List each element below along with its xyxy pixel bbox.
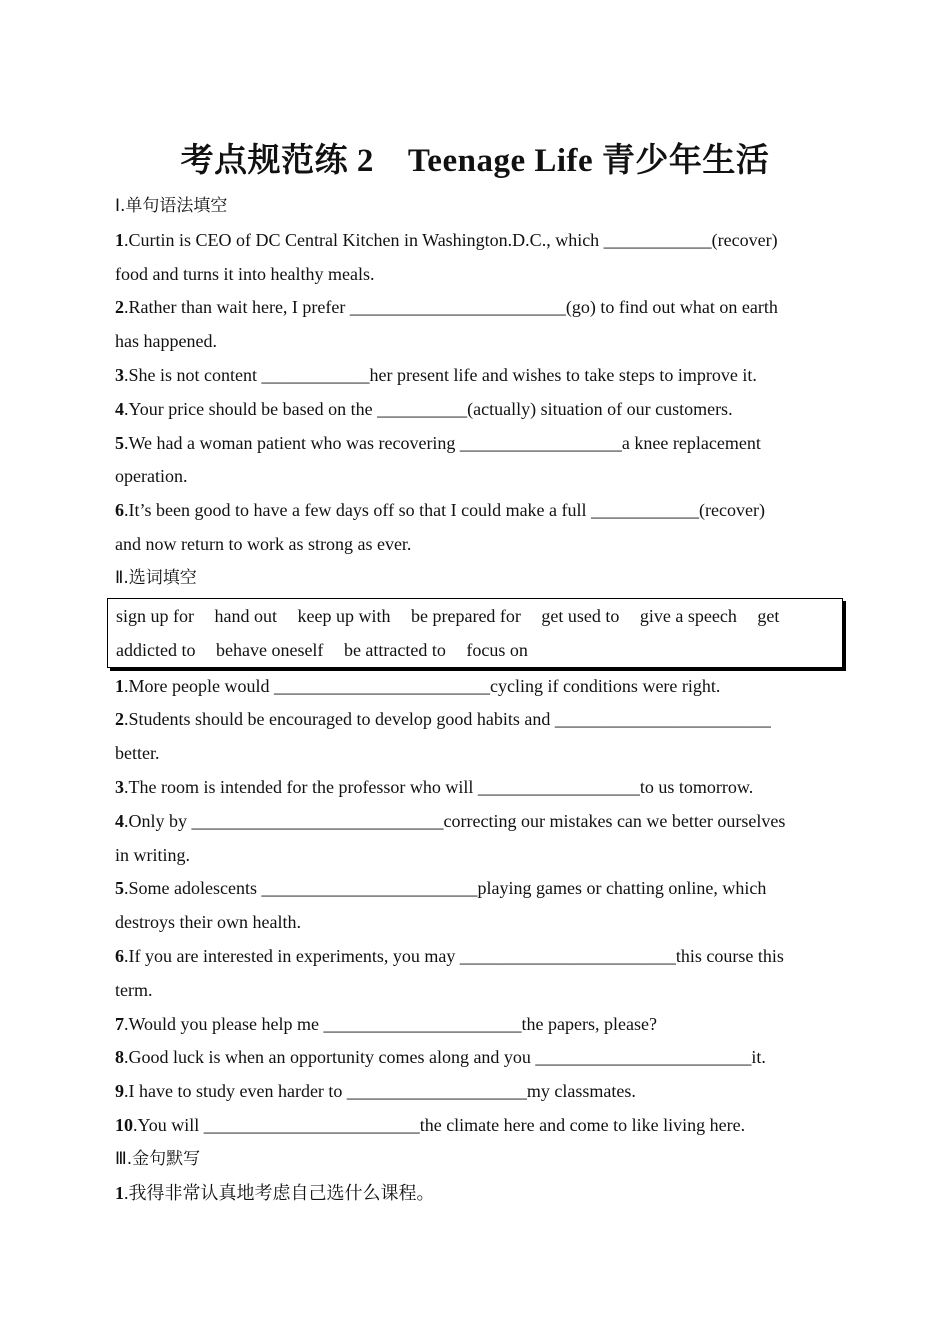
question-text: .Some adolescents ________________________playing games or chatting online, which [124,878,767,899]
question-text: .Would you please help me ______________________the papers, please? [124,1013,657,1034]
question-line [115,1041,840,1075]
question-item [115,359,840,393]
question-number: 2 [115,709,124,730]
question-text: has happened. [115,331,217,352]
question-text: .Your price should be based on the __________(actually) situation of our customers. [124,398,733,419]
word-bank-box [107,598,843,668]
question-text: .Good luck is when an opportunity comes along and you ________________________it. [124,1047,766,1068]
word-bank-phrase: be attracted to [343,639,446,660]
question-item [115,494,840,562]
question-text: .Curtin is CEO of DC Central Kitchen in Washington.D.C., which ____________(recover) [124,229,778,250]
question-text: .The room is intended for the professor who will __________________to us tomorrow. [124,776,754,797]
word-bank-phrase: sign up for [116,605,194,626]
question-line [115,1008,840,1042]
question-line [115,224,840,258]
question-text: destroys their own health. [115,912,301,933]
question-number: 6 [115,500,124,521]
question-item [115,291,840,359]
question-text: .Students should be encouraged to develop good habits and ________________________ [124,709,771,730]
question-text: .我得非常认真地考虑自己选什么课程。 [124,1182,435,1203]
question-item [115,393,840,427]
question-line [115,291,840,325]
question-number: 6 [115,945,124,966]
question-line [115,494,840,528]
question-text: .I have to study even harder to ____________________my classmates. [124,1081,636,1102]
word-bank-phrase: hand out [214,605,277,626]
section-dictation-items [115,1177,840,1211]
question-line [115,771,840,805]
question-line [115,1075,840,1109]
worksheet-content [115,190,840,1210]
question-line [115,427,840,461]
question-line [115,703,840,737]
word-bank-phrase: behave oneself [215,639,324,660]
question-line [115,325,840,359]
section-heading-grammar: Ⅰ.单句语法填空 [115,196,228,216]
word-bank-phrase: be prepared for [410,605,521,626]
question-item [115,1041,840,1075]
title-sub: Teenage Life 青少年生活 [407,143,770,179]
question-number: 4 [115,810,124,831]
question-line [115,839,840,873]
question-line [115,974,840,1008]
question-text: .You will ________________________the climate here and come to like living here. [133,1114,746,1135]
word-bank-phrase: get used to [541,605,620,626]
question-number: 4 [115,398,124,419]
question-number: 9 [115,1081,124,1102]
question-line [115,258,840,292]
question-text: term. [115,979,153,1000]
question-item [115,872,840,940]
question-text: .Only by ____________________________correcting our mistakes can we better ourselves [124,810,786,831]
question-line [115,670,840,704]
question-text: .More people would ________________________cycling if conditions were right. [124,675,721,696]
question-text: better. [115,743,160,764]
question-item [115,427,840,495]
section-heading-dictation: Ⅲ.金句默写 [115,1148,201,1169]
question-line [115,1177,840,1211]
question-line [115,906,840,940]
question-text: .If you are interested in experiments, you may ________________________this course this [124,945,784,966]
question-item [115,1008,840,1042]
question-line [115,460,840,494]
question-number: 1 [115,675,124,696]
word-bank-phrase: get addicted to [116,605,780,660]
question-number: 8 [115,1047,124,1068]
section-grammar-items [115,224,840,562]
question-number: 1 [115,1182,124,1203]
question-number: 1 [115,229,124,250]
word-bank-phrase: keep up with [297,605,391,626]
question-number: 5 [115,878,124,899]
question-line [115,393,840,427]
question-item [115,940,840,1008]
question-number: 10 [115,1114,133,1135]
question-text: .It’s been good to have a few days off so that I could make a full ____________(recover) [124,500,765,521]
question-line [115,872,840,906]
question-number: 7 [115,1013,124,1034]
title-main: 考点规范练 2 [180,143,374,179]
question-item [115,1177,840,1211]
question-text: in writing. [115,844,190,865]
question-text: operation. [115,466,188,487]
question-text: and now return to work as strong as ever. [115,533,412,554]
question-line [115,940,840,974]
question-line [115,1109,840,1143]
question-text: .Rather than wait here, I prefer ________________________(go) to find out what on earth [124,297,778,318]
page-title [0,134,950,181]
question-item [115,670,840,704]
word-bank [116,599,842,667]
question-line [115,737,840,771]
section-word-choice-items [115,670,840,1143]
word-bank-phrase: focus on [466,639,528,660]
question-item [115,1109,840,1143]
question-line [115,359,840,393]
question-number: 3 [115,364,124,385]
question-item [115,805,840,873]
question-text: .She is not content ____________her present life and wishes to take steps to improve it. [124,364,757,385]
question-line [115,805,840,839]
question-item [115,1075,840,1109]
word-bank-phrase: give a speech [639,605,737,626]
question-number: 2 [115,297,124,318]
question-item [115,224,840,292]
question-number: 3 [115,776,124,797]
question-line [115,528,840,562]
question-item [115,771,840,805]
question-text: food and turns it into healthy meals. [115,263,375,284]
question-item [115,703,840,771]
question-number: 5 [115,432,124,453]
question-text: .We had a woman patient who was recovering __________________a knee replacement [124,432,761,453]
section-heading-word-choice: Ⅱ.选词填空 [115,567,197,588]
